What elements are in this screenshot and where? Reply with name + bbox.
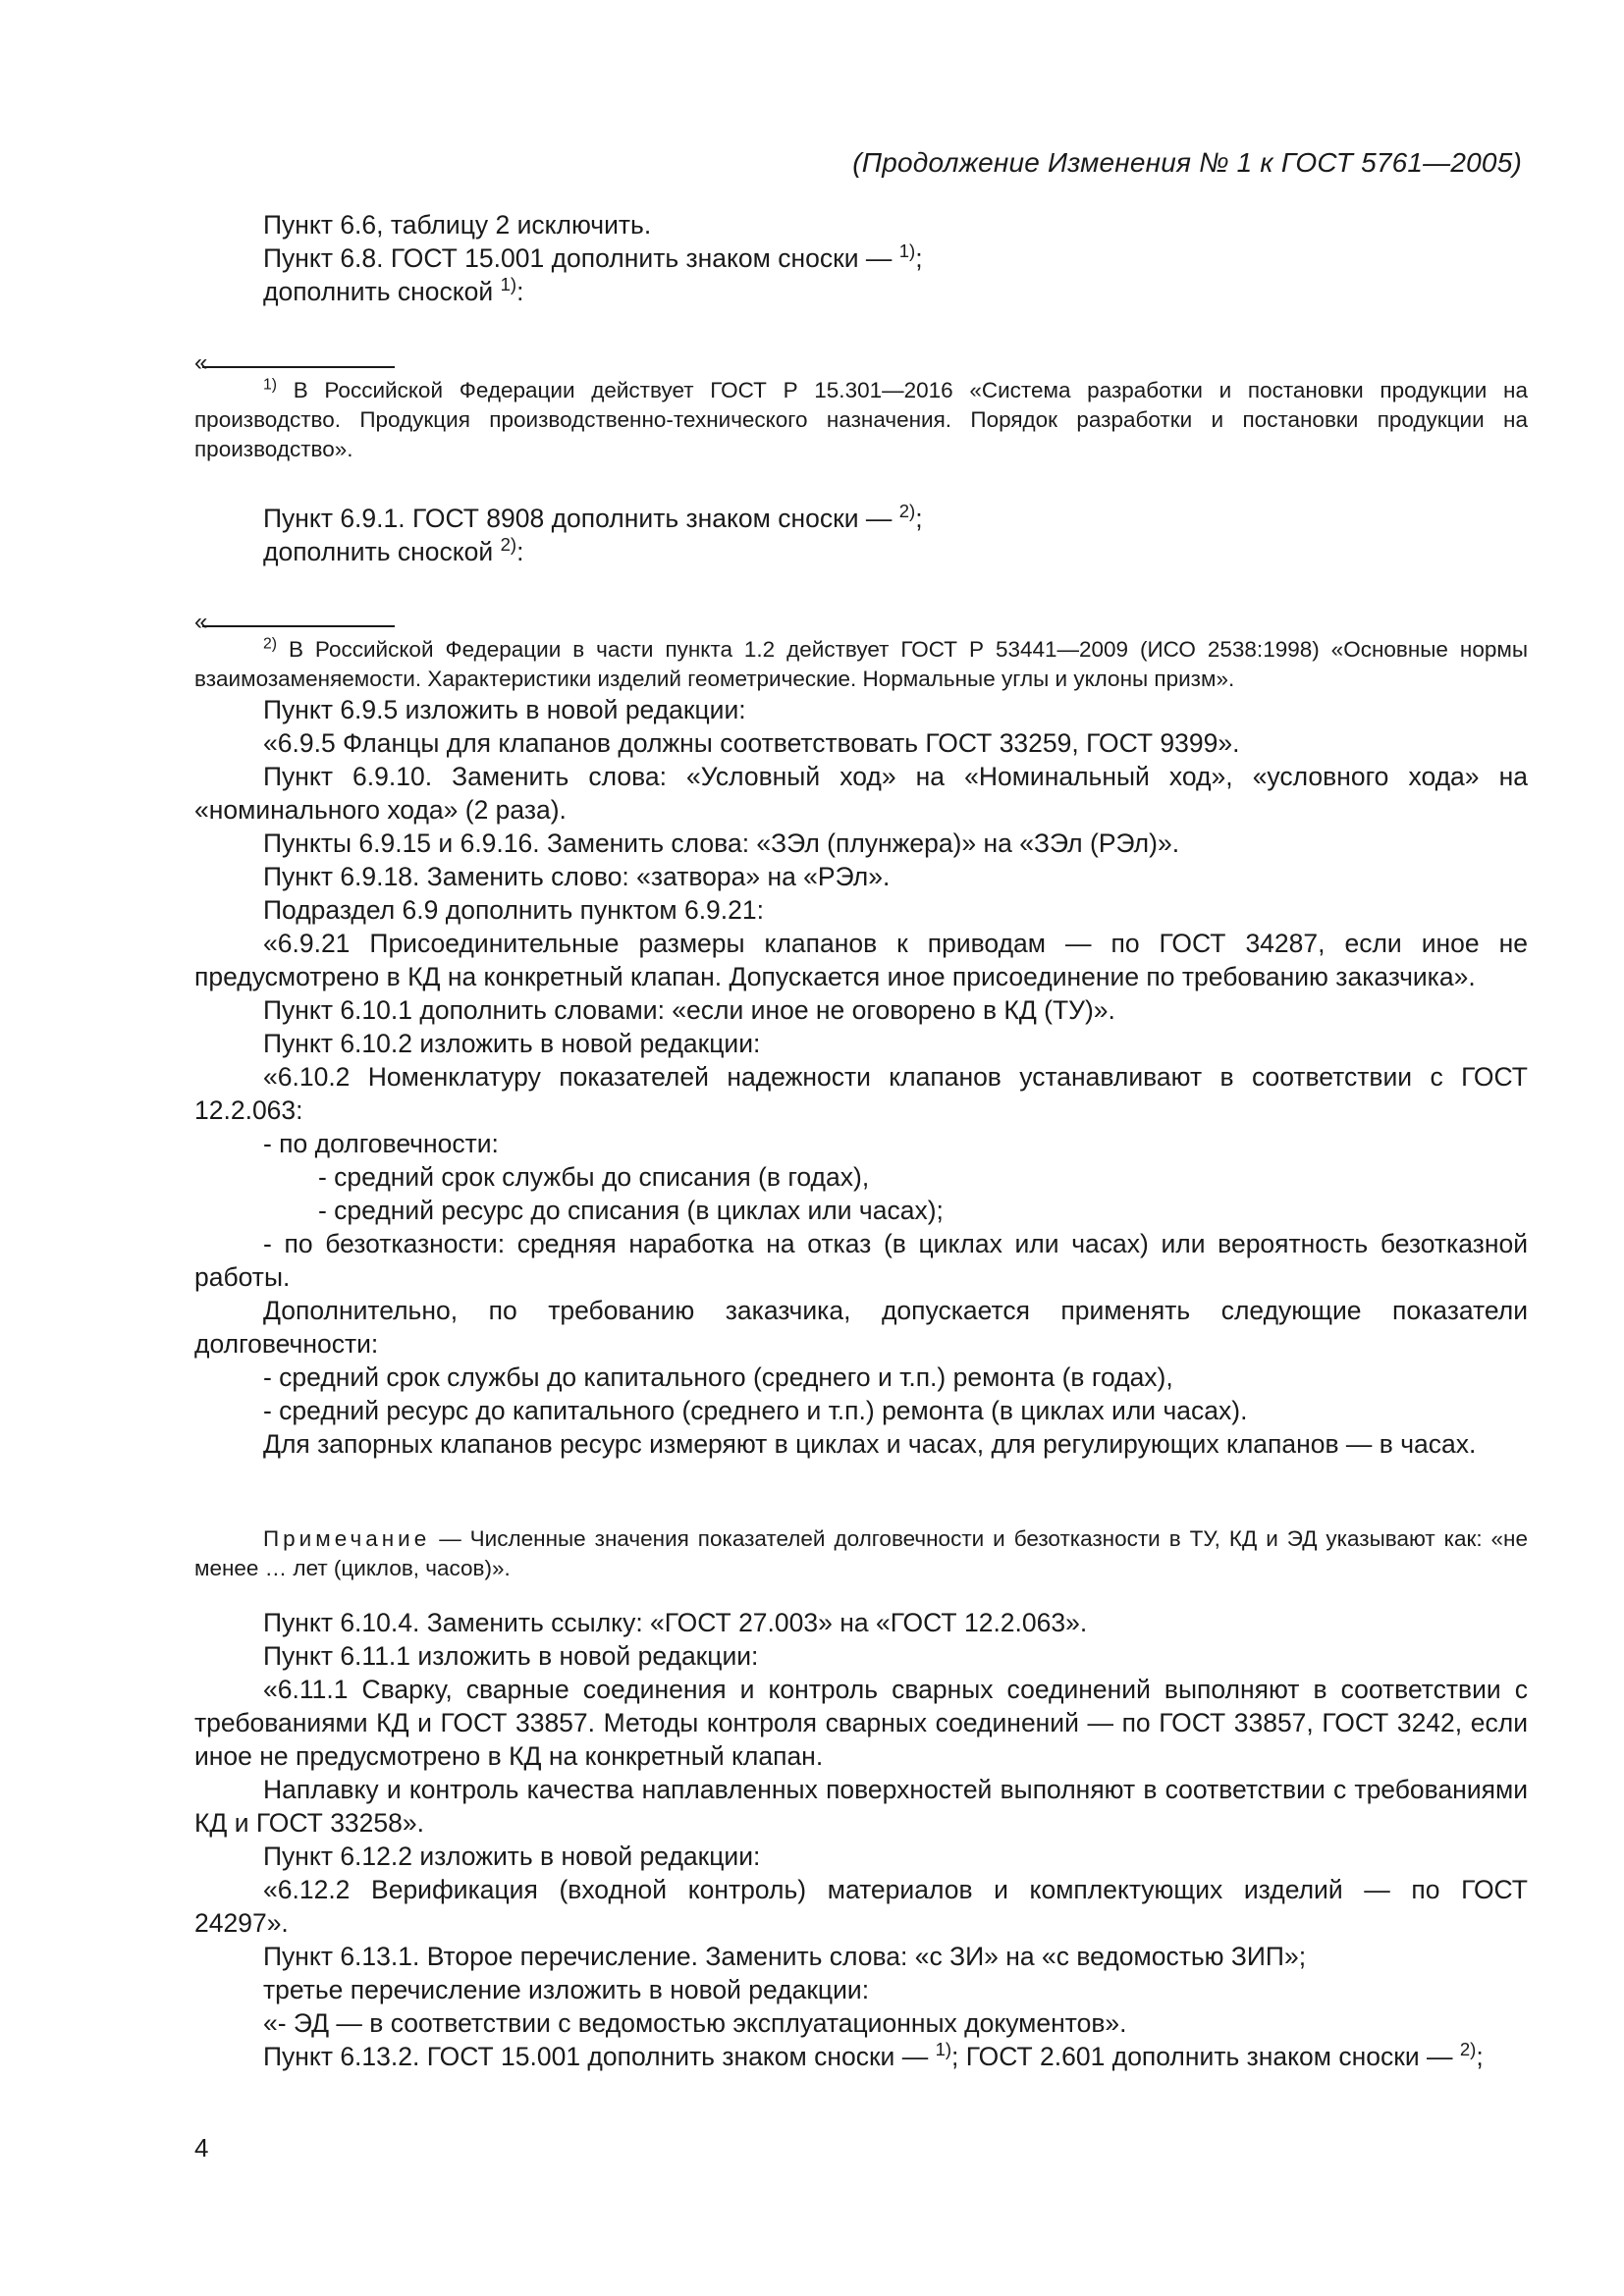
text: В Российской Федерации в части пункта 1.2 действует ГОСТ Р 53441—2009 (ИСО 2538:1998) «Основные нормы взаимозаменяемости. Характеристики изделий геометрические. Нормальные углы и уклоны призм». (194, 637, 1528, 691)
paragraph (194, 502, 1528, 535)
paragraph: «6.10.2 Номенклатуру показателей надежности клапанов устанавливают в соответствии с ГОСТ 12.2.063: (194, 1062, 1528, 1125)
paragraph: «- ЭД — в соответствии с ведомостью эксплуатационных документов». (263, 2008, 1127, 2038)
text: дополнить сноской (263, 277, 501, 306)
paragraph: Пункт 6.9.18. Заменить слово: «затвора» на «РЭл». (263, 862, 891, 891)
paragraph: Пункт 6.6, таблицу 2 исключить. (263, 210, 652, 240)
paragraph: Дополнительно, по требованию заказчика, допускается применять следующие показатели долговечности: (194, 1296, 1528, 1359)
footnote-separator (202, 366, 395, 368)
text: ; (915, 504, 923, 533)
paragraph: Пункт 6.10.1 дополнить словами: «если иное не оговорено в КД (ТУ)». (263, 995, 1115, 1025)
list-item: - средний срок службы до списания (в годах), (318, 1162, 870, 1192)
list-item: - средний ресурс до капитального (среднего и т.п.) ремонта (в циклах или часах). (263, 1396, 1248, 1425)
text: ; (1476, 2042, 1484, 2071)
list-item: - средний ресурс до списания (в циклах или часах); (318, 1196, 944, 1225)
paragraph: Подраздел 6.9 дополнить пунктом 6.9.21: (263, 895, 764, 925)
paragraph: Пункт 6.12.2 изложить в новой редакции: (263, 1842, 761, 1871)
text: : (516, 277, 524, 306)
continuation-header: (Продолжение Изменения № 1 к ГОСТ 5761—2005) (852, 147, 1522, 178)
text: В Российской Федерации действует ГОСТ Р 15.301—2016 «Система разработки и постановки продукции на производство. Продукция производственно-технического назначения. Порядок разработки и постановки продукции на производство». (194, 378, 1528, 461)
text: дополнить сноской (263, 537, 501, 566)
paragraph: Пункт 6.10.2 изложить в новой редакции: (263, 1029, 761, 1058)
paragraph: Для запорных клапанов ресурс измеряют в циклах и часах, для регулирующих клапанов — в часах. (263, 1429, 1477, 1459)
paragraph: Пункт 6.11.1 изложить в новой редакции: (263, 1641, 759, 1671)
footnote-ref: 1) (935, 2038, 952, 2059)
text: : (516, 537, 524, 566)
paragraph: третье перечисление изложить в новой редакции: (263, 1975, 870, 2004)
footnote-number: 2) (263, 635, 278, 653)
paragraph (194, 241, 1528, 275)
paragraph: «6.12.2 Верификация (входной контроль) материалов и комплектующих изделий — по ГОСТ 24297». (194, 1875, 1528, 1938)
paragraph: Пункт 6.9.10. Заменить слова: «Условный ход» на «Номинальный ход», «условного хода» на «номинального хода» (2 раза). (194, 762, 1528, 825)
footnote-ref: 1) (500, 273, 517, 294)
paragraph: «6.11.1 Сварку, сварные соединения и контроль сварных соединений выполняют в соответствии с требованиями КД и ГОСТ 33857. Методы контроля сварных соединений — по ГОСТ 33857, ГОСТ 3242, если иное не предусмотрено в КД на конкретный клапан. (194, 1675, 1528, 1771)
list-heading: - по долговечности: (263, 1129, 499, 1158)
note-block (194, 1524, 1528, 1583)
page-number: 4 (194, 2133, 209, 2163)
paragraph (194, 275, 1528, 308)
footnote-ref: 2) (898, 500, 916, 521)
footnote-separator (202, 625, 395, 627)
footnote-number: 1) (263, 376, 278, 394)
footnote-text (194, 635, 1528, 694)
footnote-text (194, 376, 1528, 464)
top-block (194, 208, 1528, 308)
paragraph: Пункт 6.13.1. Второе перечисление. Заменить слова: «с ЗИ» на «с ведомостью ЗИП»; (263, 1942, 1307, 1971)
text: Пункт 6.13.2. ГОСТ 15.001 дополнить знаком сноски — (263, 2042, 936, 2071)
paragraph (194, 2040, 1528, 2073)
text: — Численные значения показателей долговечности и безотказности в ТУ, КД и ЭД указывают как: «не менее … лет (циклов, часов)». (194, 1526, 1528, 1580)
paragraph: «6.9.21 Присоединительные размеры клапанов к приводам — по ГОСТ 34287, если иное не предусмотрено в КД на конкретный клапан. Допускается иное присоединение по требованию заказчика». (194, 929, 1528, 991)
footnote-quote-mark: « (194, 609, 208, 635)
note-label: Примечание (263, 1526, 431, 1551)
paragraph: Наплавку и контроль качества наплавленных поверхностей выполняют в соответствии с требованиями КД и ГОСТ 33258». (194, 1775, 1528, 1838)
main-body-2 (194, 1606, 1528, 2073)
paragraph: Пункт 6.9.5 изложить в новой редакции: (263, 695, 746, 724)
footnote-ref: 2) (500, 533, 517, 555)
paragraph: «6.9.5 Фланцы для клапанов должны соответствовать ГОСТ 33259, ГОСТ 9399». (263, 728, 1240, 758)
footnote-1 (194, 376, 1528, 464)
text: Пункт 6.9.1. ГОСТ 8908 дополнить знаком сноски — (263, 504, 899, 533)
note-text (194, 1524, 1528, 1583)
mid-block (194, 502, 1528, 568)
footnote-ref: 1) (898, 240, 916, 261)
text: ; ГОСТ 2.601 дополнить знаком сноски — (951, 2042, 1460, 2071)
paragraph: - по безотказности: средняя наработка на отказ (в циклах или часах) или вероятность безотказной работы. (194, 1229, 1528, 1292)
text: ; (915, 243, 923, 273)
paragraph: Пункты 6.9.15 и 6.9.16. Заменить слова: «ЗЭл (плунжера)» на «ЗЭл (РЭл)». (263, 828, 1180, 858)
footnote-quote-mark: « (194, 349, 208, 376)
list-item: - средний срок службы до капитального (среднего и т.п.) ремонта (в годах), (263, 1362, 1173, 1392)
paragraph: Пункт 6.10.4. Заменить ссылку: «ГОСТ 27.003» на «ГОСТ 12.2.063». (263, 1608, 1088, 1637)
paragraph (194, 535, 1528, 568)
footnote-2 (194, 635, 1528, 694)
text: Пункт 6.8. ГОСТ 15.001 дополнить знаком сноски — (263, 243, 899, 273)
footnote-ref: 2) (1459, 2038, 1477, 2059)
main-body (194, 693, 1528, 1461)
